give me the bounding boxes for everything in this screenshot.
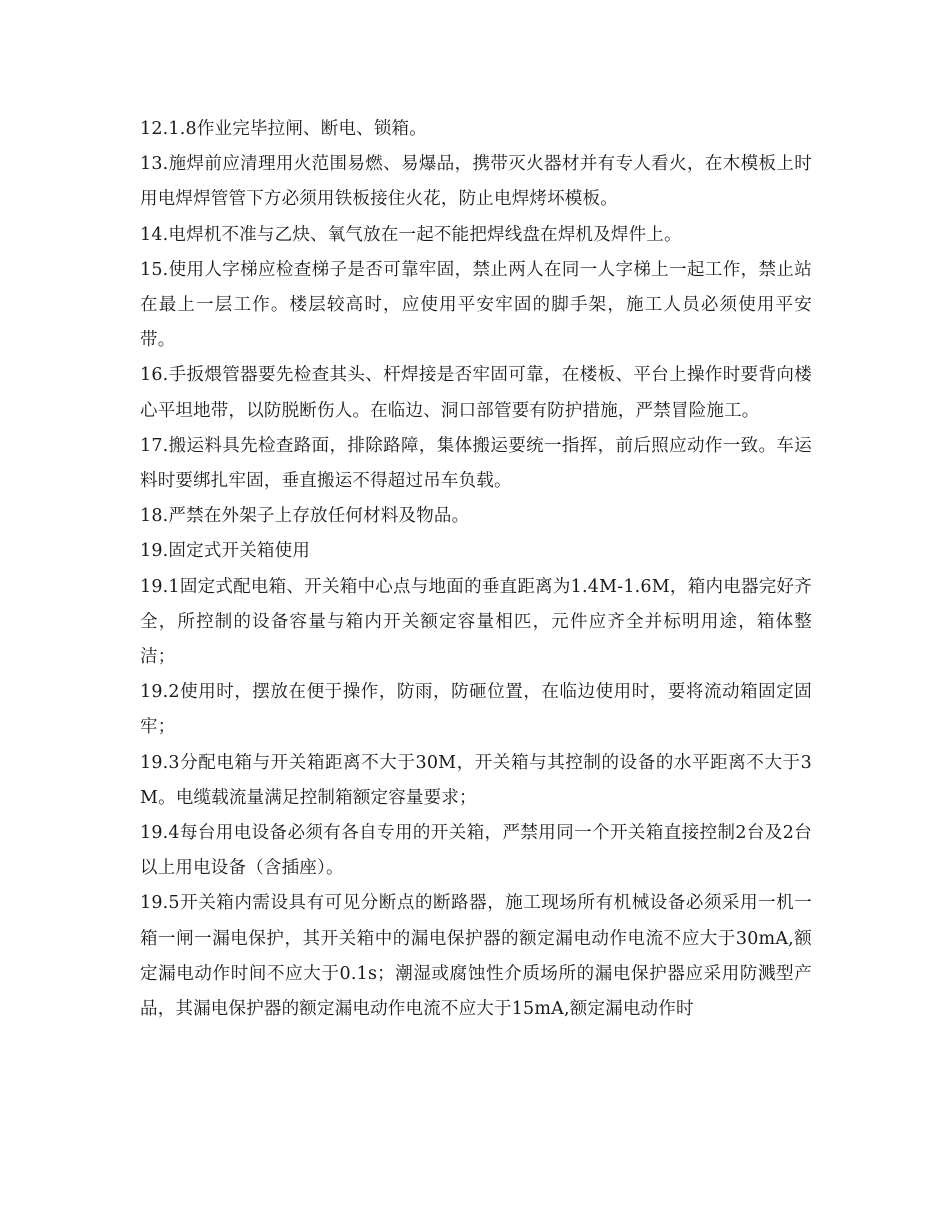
document-body (140, 112, 812, 1027)
paragraph-19-1: 19.1固定式配电箱、开关箱中心点与地面的垂直距离为1.4M-1.6M，箱内电器完好齐全，所控制的设备容量与箱内开关额定容量相匹，元件应齐全并标明用途，箱体整洁； (140, 576, 812, 668)
paragraph-19: 19.固定式开关箱使用 (140, 541, 311, 562)
paragraph-17: 17.搬运料具先检查路面，排除路障，集体搬运要统一指挥，前后照应动作一致。车运料时要绑扎牢固，垂直搬运不得超过吊车负载。 (140, 435, 812, 492)
paragraph-15: 15.使用人字梯应检查梯子是否可靠牢固，禁止两人在同一人字梯上一起工作，禁止站在最上一层工作。楼层较高时，应使用平安牢固的脚手架，施工人员必须使用平安带。 (140, 259, 812, 351)
paragraph-13: 13.施焊前应清理用火范围易燃、易爆品，携带灭火器材并有专人看火，在木模板上时用电焊焊管管下方必须用铁板接住火花，防止电焊烤坏模板。 (140, 154, 812, 210)
paragraph-19-4: 19.4每台用电设备必须有各自专用的开关箱，严禁用同一个开关箱直接控制2台及2台以上用电设备（含插座）。 (140, 823, 812, 879)
paragraph-16: 16.手扳煨管器要先检查其头、杆焊接是否牢固可靠，在楼板、平台上操作时要背向楼心平坦地带，以防脱断伤人。在临边、洞口部管要有防护措施，严禁冒险施工。 (140, 365, 812, 421)
paragraph-18: 18.严禁在外架子上存放任何材料及物品。 (140, 506, 470, 527)
paragraph-14: 14.电焊机不准与乙炔、氧气放在一起不能把焊线盘在焊机及焊件上。 (140, 224, 682, 245)
paragraph-12-1-8: 12.1.8作业完毕拉闸、断电、锁箱。 (140, 119, 427, 139)
paragraph-19-5: 19.5开关箱内需设具有可见分断点的断路器，施工现场所有机械设备必须采用一机一箱一闸一漏电保护，其开关箱中的漏电保护器的额定漏电动作电流不应大于30mA,额定漏电动作时间不应大于0.1s；潮湿或腐蚀性介质场所的漏电保护器应采用防溅型产品，其漏电保护器的额定漏电动作电流不应大于15mA,额定漏电动作时 (140, 893, 812, 1020)
paragraph-19-2: 19.2使用时，摆放在便于操作，防雨，防砸位置，在临边使用时，要将流动箱固定固牢； (140, 682, 812, 738)
paragraph-19-3: 19.3分配电箱与开关箱距离不大于30M，开关箱与其控制的设备的水平距离不大于3M。电缆载流量满足控制箱额定容量要求； (140, 752, 812, 808)
